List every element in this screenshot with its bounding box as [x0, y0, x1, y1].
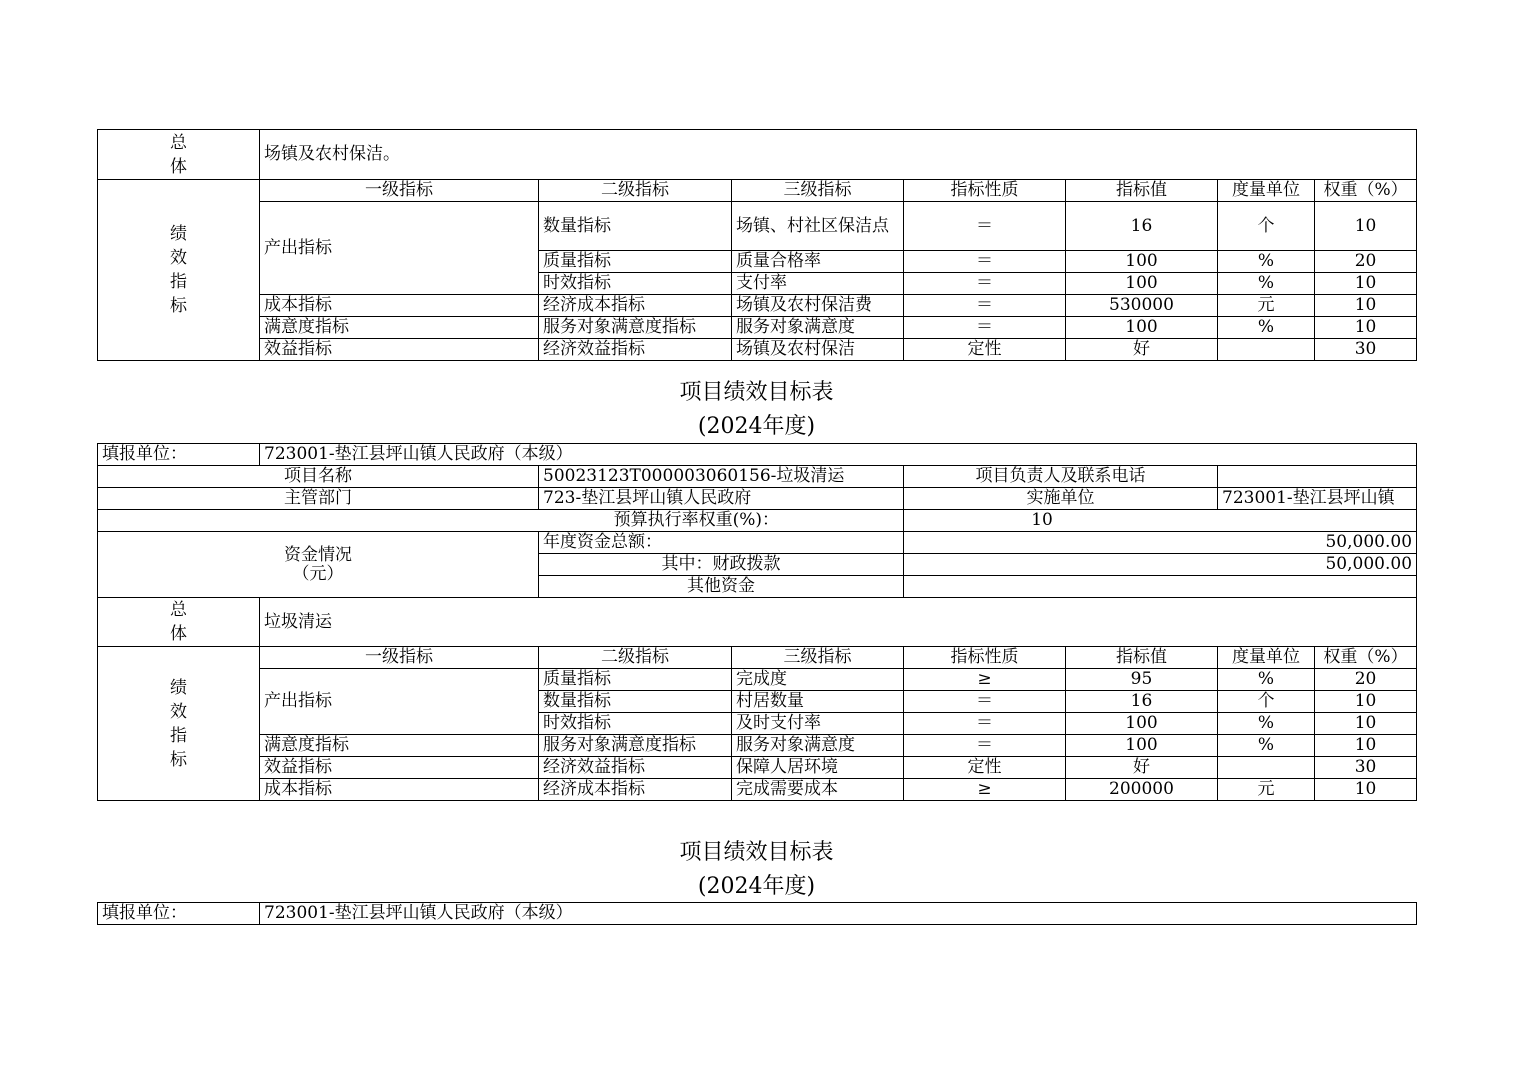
block2-table — [97, 443, 1417, 801]
fund-other-value — [904, 576, 1417, 598]
row-unit: 个 — [1218, 691, 1315, 713]
row-nature: ＝ — [904, 713, 1066, 735]
project-name-label: 项目名称 — [98, 466, 539, 488]
header-l1: 一级指标 — [260, 180, 539, 202]
row-l2: 数量指标 — [539, 202, 732, 251]
row-unit: % — [1218, 317, 1315, 339]
row-nature: 定性 — [904, 757, 1066, 779]
header-l3: 三级指标 — [732, 180, 904, 202]
overall-label: 总 体 — [98, 598, 260, 647]
row-l2: 经济成本指标 — [539, 295, 732, 317]
block3-table — [97, 902, 1417, 925]
fund-total-label: 年度资金总额： — [539, 532, 904, 554]
unit-label: 填报单位： — [98, 903, 260, 925]
row-unit: % — [1218, 669, 1315, 691]
row-weight: 10 — [1315, 317, 1417, 339]
row-l1: 产出指标 — [260, 202, 539, 295]
header-l2: 二级指标 — [539, 180, 732, 202]
header-nature: 指标性质 — [904, 180, 1066, 202]
row-nature: ＝ — [904, 691, 1066, 713]
row-unit — [1218, 757, 1315, 779]
row-l3: 场镇、村社区保洁点 — [732, 202, 904, 251]
perf-label: 绩 效 指 标 — [98, 647, 260, 801]
row-l3: 质量合格率 — [732, 251, 904, 273]
row-value: 16 — [1066, 691, 1218, 713]
row-l2: 质量指标 — [539, 669, 732, 691]
header-nature: 指标性质 — [904, 647, 1066, 669]
fund-other-label: 其他资金 — [539, 576, 904, 598]
fund-label: 资金情况 （元） — [98, 532, 539, 598]
row-l3: 服务对象满意度 — [732, 735, 904, 757]
overall-text: 场镇及农村保洁。 — [260, 130, 1417, 180]
row-l2: 时效指标 — [539, 713, 732, 735]
overall-text: 垃圾清运 — [260, 598, 1417, 647]
form-title: 项目绩效目标表 — [679, 380, 834, 405]
row-l1: 满意度指标 — [260, 317, 539, 339]
header-unit: 度量单位 — [1218, 647, 1315, 669]
row-l1: 成本指标 — [260, 779, 539, 801]
fund-fiscal-label: 其中：财政拨款 — [539, 554, 904, 576]
header-weight: 权重（%） — [1315, 180, 1417, 202]
row-weight: 10 — [1315, 202, 1417, 251]
row-unit: % — [1218, 251, 1315, 273]
row-nature: ＝ — [904, 251, 1066, 273]
row-nature: ＝ — [904, 273, 1066, 295]
row-value: 好 — [1066, 757, 1218, 779]
row-l1: 效益指标 — [260, 339, 539, 361]
row-l3: 场镇及农村保洁费 — [732, 295, 904, 317]
row-l3: 及时支付率 — [732, 713, 904, 735]
row-weight: 10 — [1315, 735, 1417, 757]
row-nature: 定性 — [904, 339, 1066, 361]
row-l2: 时效指标 — [539, 273, 732, 295]
dept-value: 723-垫江县坪山镇人民政府 — [539, 488, 904, 510]
row-weight: 10 — [1315, 273, 1417, 295]
overall-label: 总 体 — [98, 130, 260, 180]
row-l1: 成本指标 — [260, 295, 539, 317]
row-value: 100 — [1066, 713, 1218, 735]
form-subtitle: (2024年度) — [697, 874, 816, 899]
row-value: 好 — [1066, 339, 1218, 361]
row-l3: 完成需要成本 — [732, 779, 904, 801]
budget-value: 10 — [904, 510, 1417, 532]
dept-label: 主管部门 — [98, 488, 539, 510]
row-value: 100 — [1066, 251, 1218, 273]
row-l2: 经济成本指标 — [539, 779, 732, 801]
row-weight: 10 — [1315, 691, 1417, 713]
row-nature: ＝ — [904, 202, 1066, 251]
row-l3: 保障人居环境 — [732, 757, 904, 779]
header-l3: 三级指标 — [732, 647, 904, 669]
header-weight: 权重（%） — [1315, 647, 1417, 669]
impl-value: 723001-垫江县坪山镇 — [1218, 488, 1417, 510]
row-l1: 效益指标 — [260, 757, 539, 779]
fund-total-value: 50,000.00 — [904, 532, 1417, 554]
form-subtitle: (2024年度) — [697, 414, 816, 439]
row-nature: ＝ — [904, 317, 1066, 339]
header-value: 指标值 — [1066, 647, 1218, 669]
row-unit — [1218, 339, 1315, 361]
perf-label: 绩 效 指 标 — [98, 180, 260, 361]
unit-value: 723001-垫江县坪山镇人民政府（本级） — [260, 444, 1417, 466]
row-weight: 20 — [1315, 251, 1417, 273]
row-unit: % — [1218, 713, 1315, 735]
row-value: 100 — [1066, 317, 1218, 339]
row-unit: 元 — [1218, 779, 1315, 801]
row-l3: 村居数量 — [732, 691, 904, 713]
header-unit: 度量单位 — [1218, 180, 1315, 202]
row-weight: 30 — [1315, 339, 1417, 361]
row-value: 530000 — [1066, 295, 1218, 317]
row-weight: 10 — [1315, 295, 1417, 317]
budget-label: 预算执行率权重(%)： — [98, 510, 904, 532]
block1-table — [97, 129, 1417, 361]
row-nature: ≥ — [904, 779, 1066, 801]
row-nature: ≥ — [904, 669, 1066, 691]
row-weight: 10 — [1315, 713, 1417, 735]
row-nature: ＝ — [904, 735, 1066, 757]
row-value: 100 — [1066, 735, 1218, 757]
unit-value: 723001-垫江县坪山镇人民政府（本级） — [260, 903, 1417, 925]
row-value: 95 — [1066, 669, 1218, 691]
row-l2: 质量指标 — [539, 251, 732, 273]
row-unit: 个 — [1218, 202, 1315, 251]
row-weight: 20 — [1315, 669, 1417, 691]
header-l1: 一级指标 — [260, 647, 539, 669]
row-value: 200000 — [1066, 779, 1218, 801]
row-l3: 支付率 — [732, 273, 904, 295]
leader-value — [1218, 466, 1417, 488]
row-l1: 产出指标 — [260, 669, 539, 735]
row-l3: 完成度 — [732, 669, 904, 691]
row-l2: 服务对象满意度指标 — [539, 317, 732, 339]
header-l2: 二级指标 — [539, 647, 732, 669]
impl-label: 实施单位 — [904, 488, 1218, 510]
row-l1: 满意度指标 — [260, 735, 539, 757]
row-unit: % — [1218, 273, 1315, 295]
row-weight: 10 — [1315, 779, 1417, 801]
row-value: 100 — [1066, 273, 1218, 295]
row-l3: 服务对象满意度 — [732, 317, 904, 339]
fund-fiscal-value: 50,000.00 — [904, 554, 1417, 576]
row-l2: 数量指标 — [539, 691, 732, 713]
row-l3: 场镇及农村保洁 — [732, 339, 904, 361]
row-unit: % — [1218, 735, 1315, 757]
form-title: 项目绩效目标表 — [679, 840, 834, 865]
row-l2: 经济效益指标 — [539, 757, 732, 779]
row-nature: ＝ — [904, 295, 1066, 317]
row-l2: 服务对象满意度指标 — [539, 735, 732, 757]
row-l2: 经济效益指标 — [539, 339, 732, 361]
header-value: 指标值 — [1066, 180, 1218, 202]
project-name-value: 50023123T000003060156-垃圾清运 — [539, 466, 904, 488]
row-value: 16 — [1066, 202, 1218, 251]
row-unit: 元 — [1218, 295, 1315, 317]
row-weight: 30 — [1315, 757, 1417, 779]
leader-label: 项目负责人及联系电话 — [904, 466, 1218, 488]
unit-label: 填报单位： — [98, 444, 260, 466]
